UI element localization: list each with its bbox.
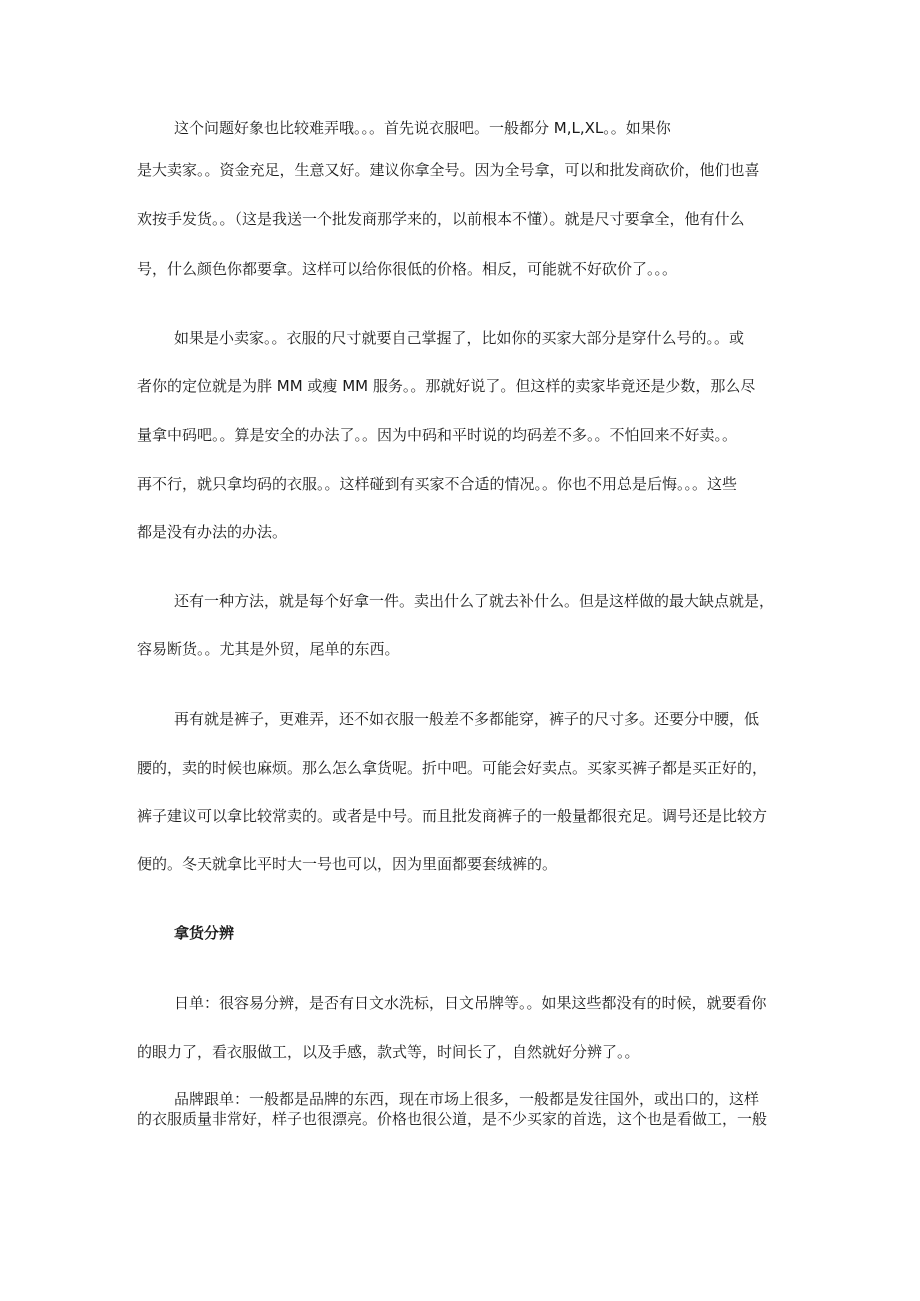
paragraph-5-line-2: 的眼力了，看衣服做工，以及手感，款式等，时间长了，自然就好分辨了。。: [137, 1043, 640, 1061]
paragraph-2-line-1: 如果是小卖家。。衣服的尺寸就要自己掌握了，比如你的买家大部分是穿什么号的。。或: [174, 329, 745, 347]
paragraph-1-line-4: 号，什么颜色你都要拿。这样可以给你很低的价格。相反，可能就不好砍价了。。。: [137, 260, 678, 278]
paragraph-1-line-3: 欢按手发货。。（这是我送一个批发商那学来的，以前根本不懂）。就是尺寸要拿全，他有什么: [137, 210, 745, 228]
section-heading: 拿货分辨: [174, 924, 235, 942]
paragraph-4-line-4: 便的。冬天就拿比平时大一号也可以，因为里面都要套绒裤的。: [137, 855, 558, 873]
paragraph-3-line-2: 容易断货。。尤其是外贸，尾单的东西。: [137, 640, 400, 658]
paragraph-1-line-2: 是大卖家。。资金充足，生意又好。建议你拿全号。因为全号拿，可以和批发商砍价，他们也喜: [137, 161, 760, 179]
paragraph-6-line-1: 品牌跟单：一般都是品牌的东西，现在市场上很多，一般都是发往国外，或出口的，这样: [174, 1090, 760, 1108]
paragraph-2-line-4: 再不行，就只拿均码的衣服。。这样碰到有买家不合适的情况。。你也不用总是后悔。。。这些: [137, 475, 738, 493]
paragraph-3-line-1: 还有一种方法，就是每个好拿一件。卖出什么了就去补什么。但是这样做的最大缺点就是，: [174, 592, 775, 610]
paragraph-1-line-1: 这个问题好象也比较难弄哦。。。首先说衣服吧。一般都分 M,L,XL。。如果你: [174, 119, 671, 137]
paragraph-2-line-2: 者你的定位就是为胖 MM 或瘦 MM 服务。。那就好说了。但这样的卖家毕竟还是少数，那么尽: [137, 377, 756, 395]
paragraph-6-line-2: 的衣服质量非常好，样子也很漂亮。价格也很公道，是不少买家的首选，这个也是看做工，一般: [137, 1110, 768, 1128]
paragraph-2-line-5: 都是没有办法的办法。: [137, 523, 288, 541]
paragraph-4-line-2: 腰的，卖的时候也麻烦。那么怎么拿货呢。折中吧。可能会好卖点。买家买裤子都是买正好的，: [137, 759, 768, 777]
paragraph-4-line-1: 再有就是裤子，更难弄，还不如衣服一般差不多都能穿，裤子的尺寸多。还要分中腰，低: [174, 710, 760, 728]
paragraph-2-line-3: 量拿中码吧。。算是安全的办法了。。因为中码和平时说的均码差不多。。不怕回来不好卖。。: [137, 426, 738, 444]
paragraph-5-line-1: 日单：很容易分辨，是否有日文水洗标，日文吊牌等。。如果这些都没有的时候，就要看你: [174, 994, 767, 1012]
paragraph-4-line-3: 裤子建议可以拿比较常卖的。或者是中号。而且批发商裤子的一般量都很充足。调号还是比较方: [137, 807, 768, 825]
